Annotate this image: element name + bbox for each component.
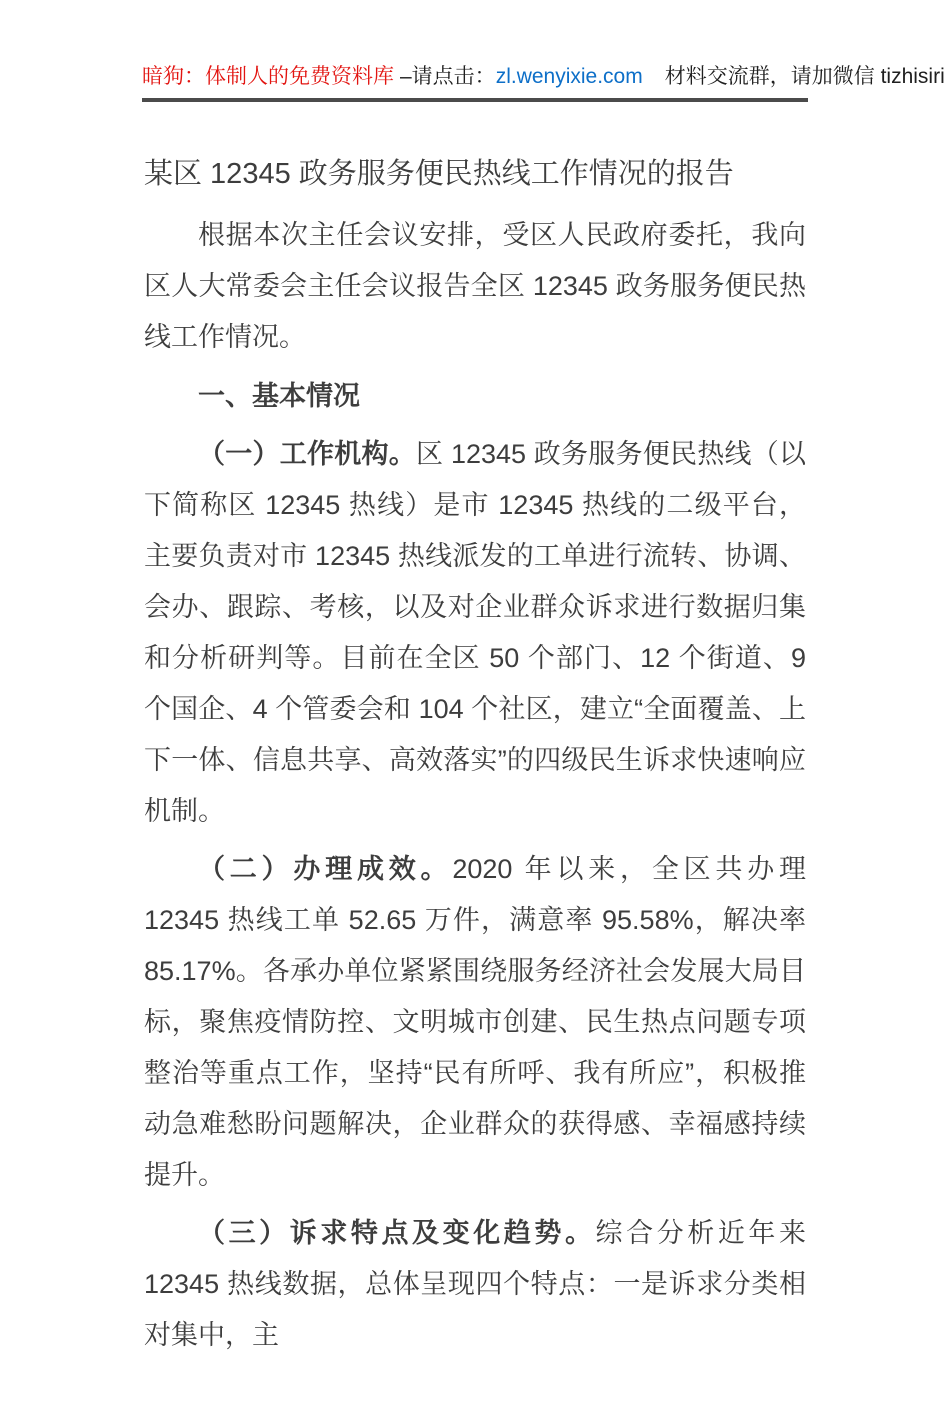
click-prompt: –请点击：	[400, 65, 496, 88]
page-header	[142, 62, 945, 102]
paragraph	[144, 429, 806, 837]
group-note: 材料交流群，请加微信 tizhisiri	[664, 65, 945, 88]
section-heading	[144, 371, 806, 422]
paragraph	[144, 210, 806, 363]
paragraph-lead: （三）诉求特点及变化趋势。	[198, 1218, 596, 1248]
paragraph-text: 综合分析近年来 12345 热线数据，总体呈现四个特点：一是诉求分类相对集中，主	[144, 1218, 807, 1350]
paragraph-text: 2020 年以来，全区共办理 12345 热线工单 52.65 万件，满意率 95.58%，解决率 85.17%。各承办单位紧紧围绕服务经济社会发展大局目标，聚焦疫情防控、文明城市创建、民生热点问题专项整治等重点工作，坚持“民有所呼、我有所应”，积极推动急难愁盼问题解决，企业群众的获得感、幸福感持续提升。	[144, 854, 806, 1190]
site-link[interactable]: zl.wenyixie.com	[495, 65, 643, 88]
paragraph-lead: （二）办理成效。	[198, 854, 453, 884]
paragraph	[144, 844, 806, 1201]
heading-text: 一、基本情况	[198, 381, 360, 411]
document	[144, 152, 806, 1361]
paragraph	[144, 1208, 806, 1361]
document-title: 某区 12345 政务服务便民热线工作情况的报告	[144, 158, 734, 190]
paragraph-lead: （一）工作机构。	[198, 439, 416, 469]
document-body	[144, 210, 806, 1361]
paragraph-text: 根据本次主任会议安排，受区人民政府委托，我向区人大常委会主任会议报告全区 12345 政务服务便民热线工作情况。	[144, 220, 806, 352]
brand-text: 暗狗：体制人的免费资料库	[142, 65, 394, 88]
paragraph-text: 区 12345 政务服务便民热线（以下简称区 12345 热线）是市 12345 热线的二级平台，主要负责对市 12345 热线派发的工单进行流转、协调、会办、跟踪、考核，以及对企业群众诉求进行数据归集和分析研判等。目前在全区 50 个部门、12 个街道、9 个国企、4 个管委会和 104 个社区，建立“全面覆盖、上下一体、信息共享、高效落实”的四级民生诉求快速响应机制。	[144, 439, 806, 826]
